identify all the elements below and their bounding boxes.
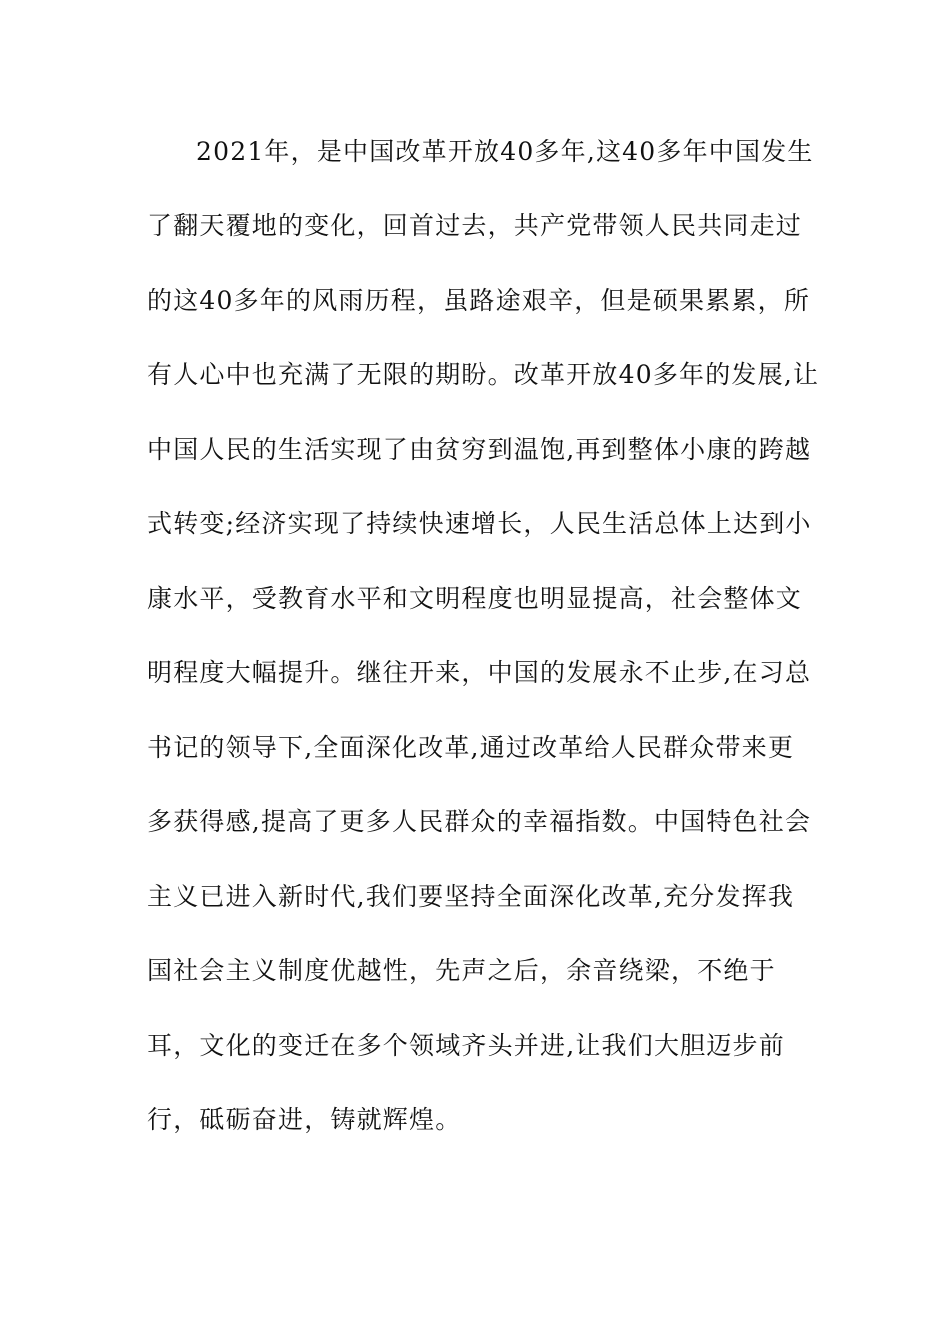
paragraph-line: 了翻天覆地的变化，回首过去，共产党带领人民共同走过 — [147, 211, 803, 240]
paragraph-line: 明程度大幅提升。继往开来，中国的发展永不止步,在习总 — [147, 658, 812, 687]
paragraph-line: 耳，文化的变迁在多个领域齐头并进,让我们大胆迈步前 — [147, 1031, 785, 1060]
paragraph-line: 康水平，受教育水平和文明程度也明显提高，社会整体文 — [147, 584, 803, 613]
paragraph-line: 多获得感,提高了更多人民群众的幸福指数。中国特色社会 — [147, 807, 812, 836]
paragraph-line: 的这40多年的风雨历程，虽路途艰辛，但是硕果累累，所 — [147, 286, 811, 315]
paragraph-line: 行，砥砺奋进，铸就辉煌。 — [147, 1105, 462, 1134]
paragraph-line: 2021年，是中国改革开放40多年,这40多年中国发生 — [196, 137, 814, 166]
paragraph-line: 书记的领导下,全面深化改革,通过改革给人民群众带来更 — [147, 733, 795, 762]
paragraph-line: 国社会主义制度优越性，先声之后，余音绕梁，不绝于 — [147, 956, 776, 985]
paragraph-line: 有人心中也充满了无限的期盼。改革开放40多年的发展,让 — [147, 360, 820, 389]
paragraph-line: 中国人民的生活实现了由贫穷到温饱,再到整体小康的跨越 — [147, 435, 812, 464]
paragraph-line: 式转变;经济实现了持续快速增长，人民生活总体上达到小 — [147, 509, 812, 538]
paragraph-line: 主义已进入新时代,我们要坚持全面深化改革,充分发挥我 — [147, 882, 795, 911]
